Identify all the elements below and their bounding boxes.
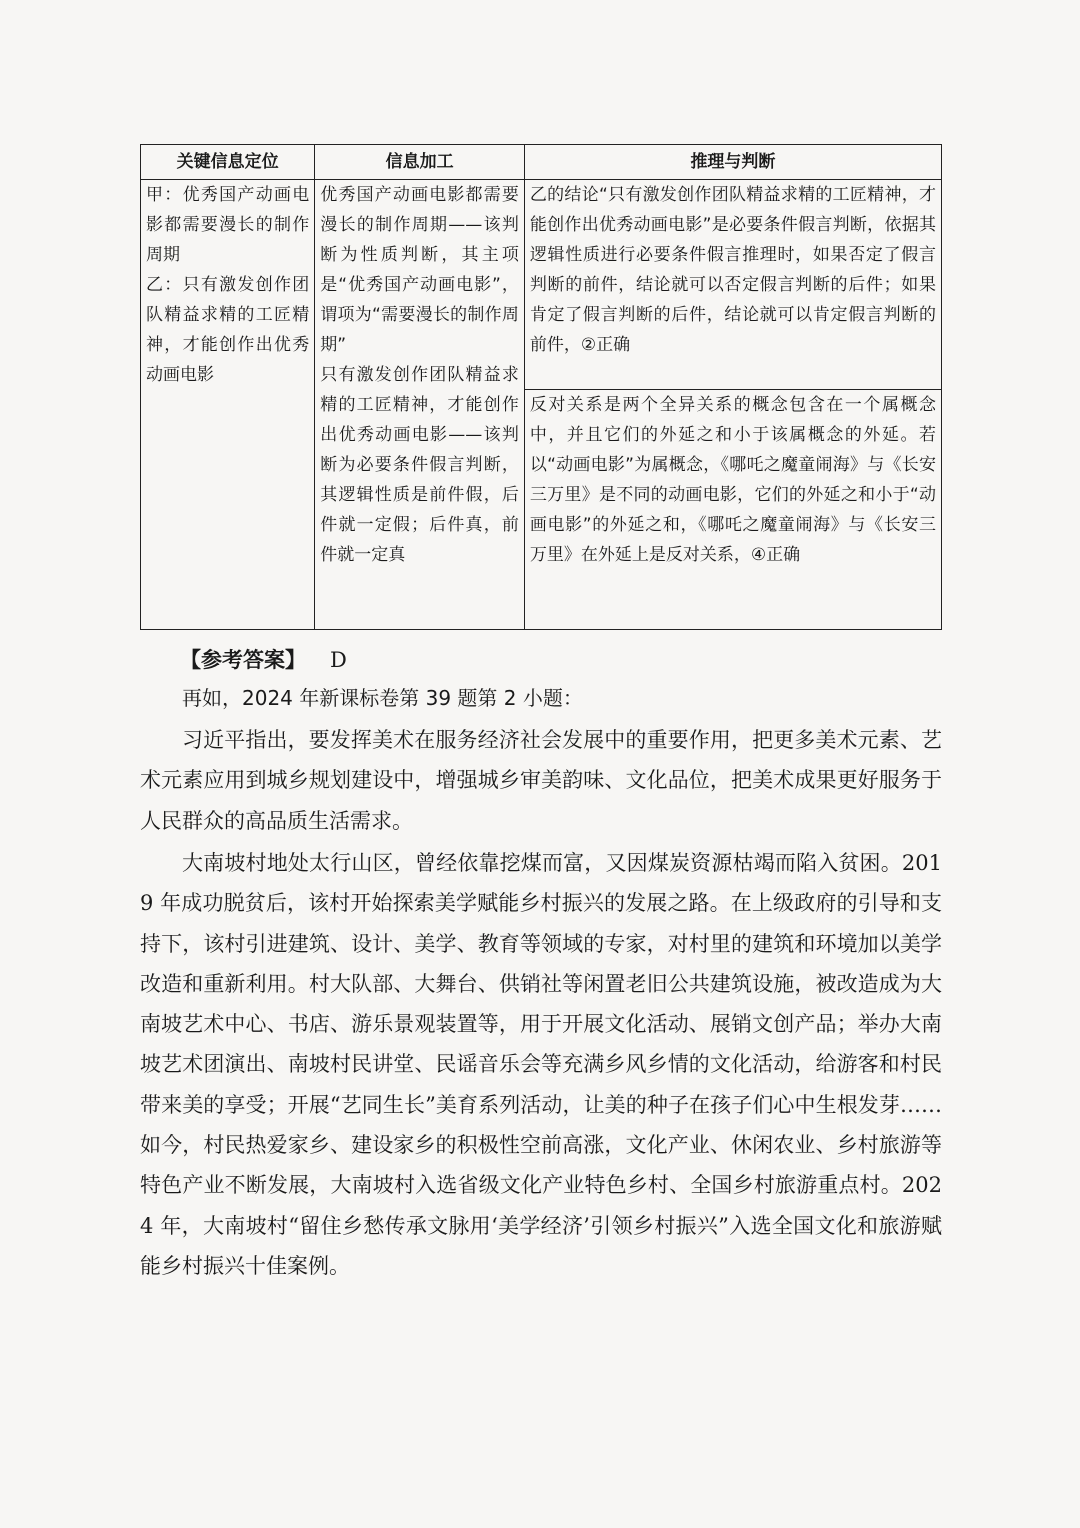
answer-label: 【参考答案】	[180, 648, 306, 672]
cell-reasoning-2	[524, 390, 941, 630]
cell-info-processing	[315, 180, 525, 630]
table-row	[141, 180, 942, 390]
answer-value: D	[330, 648, 347, 672]
info-processing-part2: 只有激发创作团队精益求精的工匠精神，才能创作出优秀动画电影——该判断为必要条件假言判断，其逻辑性质是前件假，后件就一定假；后件真，前件就一定真	[320, 365, 519, 565]
cell-reasoning-1	[524, 180, 941, 390]
header-info-processing: 信息加工	[315, 145, 525, 180]
question-material-2	[140, 843, 942, 1286]
header-key-info: 关键信息定位	[141, 145, 315, 180]
table-header-row	[141, 145, 942, 180]
key-info-text: 甲：优秀国产动画电影都需要漫长的制作周期 乙：只有激发创作团队精益求精的工匠精神，才能创作出优秀动画电影	[146, 185, 310, 385]
intro-line	[140, 678, 942, 718]
cell-key-info	[141, 180, 315, 630]
paragraph: 大南坡村地处太行山区，曾经依靠挖煤而富，又因煤炭资源枯竭而陷入贫困。2019 年成功脱贫后，该村开始探索美学赋能乡村振兴的发展之路。在上级政府的引导和支持下，该村引进建筑、设计、美学、教育等领域的专家，对村里的建筑和环境加以美学改造和重新利用。村大队部、大舞台、供销社等闲置老旧公共建筑设施，被改造成为大南坡艺术中心、书店、游乐景观装置等，用于开展文化活动、展销文创产品；举办大南坡艺术团演出、南坡村民讲堂、民谣音乐会等充满乡风乡情的文化活动，给游客和村民带来美的享受；开展“艺同生长”美育系列活动，让美的种子在孩子们心中生根发芽……如今，村民热爱家乡、建设家乡的积极性空前高涨，文化产业、休闲农业、乡村旅游等特色产业不断发展，大南坡村入选省级文化产业特色乡村、全国乡村旅游重点村。2024 年，大南坡村“留住乡愁传承文脉用‘美学经济’引领乡村振兴”入选全国文化和旅游赋能乡村振兴十佳案例。	[140, 851, 942, 1278]
header-reasoning: 推理与判断	[524, 145, 941, 180]
paragraph: 习近平指出，要发挥美术在服务经济社会发展中的重要作用，把更多美术元素、艺术元素应用到城乡规划建设中，增强城乡审美韵味、文化品位，把美术成果更好服务于人民群众的高品质生活需求。	[140, 728, 942, 833]
reference-answer	[180, 642, 347, 678]
reasoning-text-2: 反对关系是两个全异关系的概念包含在一个属概念中，并且它们的外延之和小于该属概念的外延。若以“动画电影”为属概念，《哪吒之魔童闹海》与《长安三万里》是不同的动画电影，它们的外延之和小于“动画电影”的外延之和，《哪吒之魔童闹海》与《长安三万里》在外延上是反对关系，④正确	[529, 395, 936, 565]
reasoning-text-1: 乙的结论“只有激发创作团队精益求精的工匠精神，才能创作出优秀动画电影”是必要条件假言判断，依据其逻辑性质进行必要条件假言推理时，如果否定了假言判断的前件，结论就可以否定假言判断的后件；如果肯定了假言判断的后件，结论就可以肯定假言判断的前件，②正确	[529, 185, 936, 355]
intro-text: 再如，2024 年新课标卷第 39 题第 2 小题：	[182, 686, 583, 710]
analysis-table	[140, 144, 942, 630]
info-processing-part1: 优秀国产动画电影都需要漫长的制作周期——该判断为性质判断，其主项是“优秀国产动画电影”，谓项为“需要漫长的制作周期”	[320, 185, 519, 355]
question-material-1	[140, 720, 942, 841]
